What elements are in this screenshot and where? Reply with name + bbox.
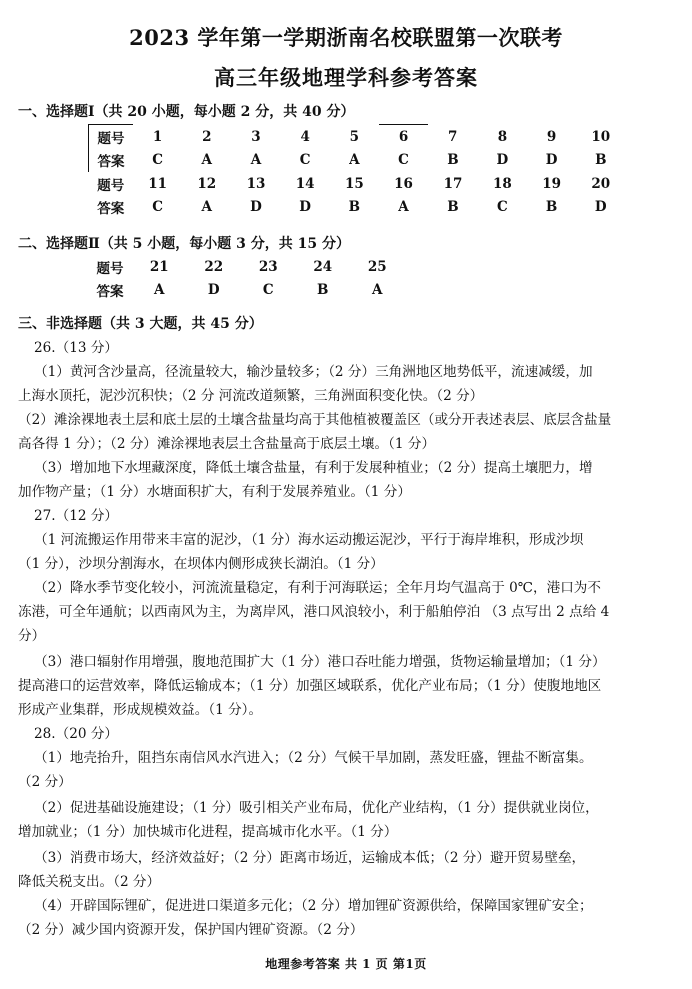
answer-label: 答案 — [96, 284, 124, 301]
answer-line: 形成产业集群，形成规模效益。（1 分）。 — [18, 702, 263, 718]
question-number: 4 — [300, 128, 310, 145]
question-number: 13 — [246, 175, 266, 192]
answer-value: B — [447, 152, 459, 169]
question-number: 2 — [202, 128, 212, 145]
question-26-header: 26.（13 分） — [34, 340, 119, 356]
question-label: 题号 — [89, 125, 134, 149]
answer-value: B — [447, 199, 459, 216]
answer-line: 分） — [18, 628, 46, 644]
exam-title: 2023 学年第一学期浙南名校联盟第一次联考 — [129, 25, 563, 50]
answer-line: 降低关税支出。（2 分） — [18, 874, 161, 890]
answer-table-1 — [88, 124, 625, 219]
answer-line: （4）开辟国际锂矿，促进进口渠道多元化；（2 分）增加锂矿资源供给，保障国家锂矿安全； — [34, 898, 593, 914]
answer-line: （3）增加地下水埋藏深度，降低土壤含盐量，有利于发展种植业；（2 分）提高土壤肥力，增 — [34, 460, 593, 476]
question-number: 9 — [546, 128, 557, 145]
answer-label: 答案 — [97, 201, 125, 218]
question-number: 12 — [197, 175, 217, 192]
answer-value: D — [545, 152, 558, 169]
answer-line: （3）港口辐射作用增强，腹地范围扩大（1 分）港口吞吐能力增强，货物运输量增加；（1 分） — [34, 654, 606, 670]
answer-value: C — [152, 199, 163, 216]
answer-line: 高各得 1 分）；（2 分）滩涂裸地表层土含盐量高于底层土壤。（1 分） — [18, 436, 436, 452]
table-row — [89, 125, 626, 149]
question-number: 15 — [344, 175, 364, 192]
table-row — [89, 149, 626, 173]
answer-line: 冻港，可全年通航；以西南风为主，为离岸风，港口风浪较小，利于船舶停泊 （3 点写出 2 点给 4 — [18, 604, 610, 620]
answer-value: C — [299, 152, 311, 169]
answer-value: A — [349, 152, 360, 169]
answer-line: （2）促进基础设施建设；（1 分）吸引相关产业布局，优化产业结构，（1 分）提供就业岗位， — [34, 800, 599, 816]
answer-value: B — [348, 199, 361, 216]
page-footer: 地理参考答案 共 1 页 第1页 — [265, 957, 427, 971]
question-number: 18 — [493, 175, 512, 192]
answer-value: A — [372, 282, 383, 299]
question-number: 23 — [258, 258, 278, 275]
answer-line: 上海水顶托，泥沙沉积快；（2 分 河流改道频繁，三角洲面积变化快。（2 分） — [18, 388, 484, 404]
answer-line: （1 分），沙坝分割海水，在坝体内侧形成狭长湖泊。（1 分） — [18, 556, 384, 572]
question-number: 25 — [367, 258, 387, 275]
question-number: 16 — [394, 175, 413, 192]
question-number: 8 — [497, 128, 508, 145]
section1-heading: 一、选择题Ⅰ（共 20 小题，每小题 2 分，共 40 分） — [18, 104, 355, 120]
answer-line: 提高港口的运营效率，降低运输成本；（1 分）加强区域联系，优化产业布局；（1 分）使腹地地区 — [18, 678, 602, 694]
exam-subtitle: 高三年级地理学科参考答案 — [214, 65, 478, 90]
answer-line: （1）地壳抬升，阻挡东南信风水汽进入；（2 分）气候干旱加剧，蒸发旺盛，锂盐不断富集。 — [34, 750, 593, 766]
table-row — [88, 255, 405, 279]
answer-value: C — [152, 152, 163, 169]
question-label: 题号 — [96, 260, 124, 277]
answer-label: 答案 — [89, 149, 134, 173]
answer-value: A — [201, 152, 213, 169]
question-number: 1 — [152, 128, 163, 145]
answer-line: （2 分） — [18, 774, 72, 790]
answer-value: D — [594, 199, 607, 216]
question-number: 14 — [295, 175, 315, 192]
answer-line: （1 河流搬运作用带来丰富的泥沙，（1 分）海水运动搬运泥沙，平行于海岸堆积，形成沙坝 — [34, 532, 584, 548]
answer-value: A — [250, 152, 262, 169]
question-number: 10 — [591, 128, 611, 145]
answer-value: A — [201, 199, 213, 216]
table-row — [89, 172, 626, 196]
answer-value: A — [398, 199, 409, 216]
answer-value: C — [262, 282, 274, 299]
answer-value: D — [250, 199, 262, 216]
answer-value: B — [545, 199, 558, 216]
section3-heading: 三、非选择题（共 3 大题，共 45 分） — [18, 316, 263, 332]
question-number: 7 — [448, 128, 458, 145]
answer-value: D — [207, 282, 220, 299]
question-number: 21 — [149, 258, 169, 275]
question-28-header: 28.（20 分） — [34, 726, 119, 742]
answer-value: B — [317, 282, 329, 299]
answer-line: （3）消费市场大，经济效益好；（2 分）距离市场近，运输成本低；（2 分）避开贸易壁垒， — [34, 850, 586, 866]
answer-table-2 — [88, 255, 405, 302]
answer-value: A — [154, 282, 165, 299]
answer-line: （2 分）减少国内资源开发，保护国内锂矿资源。（2 分） — [18, 922, 364, 938]
answer-line: 加作物产量；（1 分）水塘面积扩大，有利于发展养殖业。（1 分） — [18, 484, 411, 500]
table-row — [88, 279, 405, 303]
question-number: 11 — [148, 175, 167, 192]
table-row — [89, 196, 626, 220]
question-number: 17 — [443, 175, 463, 192]
answer-value: D — [496, 152, 509, 169]
section2-heading: 二、选择题Ⅱ（共 5 小题，每小题 3 分，共 15 分） — [18, 236, 351, 252]
question-number: 24 — [313, 258, 333, 275]
answer-value: C — [398, 152, 409, 169]
question-number: 3 — [251, 128, 261, 145]
question-number: 5 — [349, 128, 360, 145]
answer-line: （1）黄河含沙量高，径流量较大，输沙量较多；（2 分）三角洲地区地势低平，流速减缓，加 — [34, 364, 593, 380]
question-number: 22 — [204, 258, 224, 275]
answer-line: （2）降水季节变化较小，河流流量稳定，有利于河海联运；全年月均气温高于 0℃，港口为不 — [34, 580, 601, 596]
question-number: 20 — [591, 175, 611, 192]
question-label: 题号 — [97, 177, 125, 194]
answer-value: C — [497, 199, 508, 216]
answer-value: B — [595, 152, 607, 169]
answer-line: （2）滩涂裸地表土层和底土层的土壤含盐量均高于其他植被覆盖区（或分开表述表层、底层含盐量 — [18, 412, 612, 428]
question-number: 6 — [379, 125, 428, 149]
question-27-header: 27.（12 分） — [34, 508, 119, 524]
answer-value: D — [299, 199, 312, 216]
answer-line: 增加就业；（1 分）加快城市化进程，提高城市化水平。（1 分） — [18, 824, 398, 840]
question-number: 19 — [542, 175, 561, 192]
